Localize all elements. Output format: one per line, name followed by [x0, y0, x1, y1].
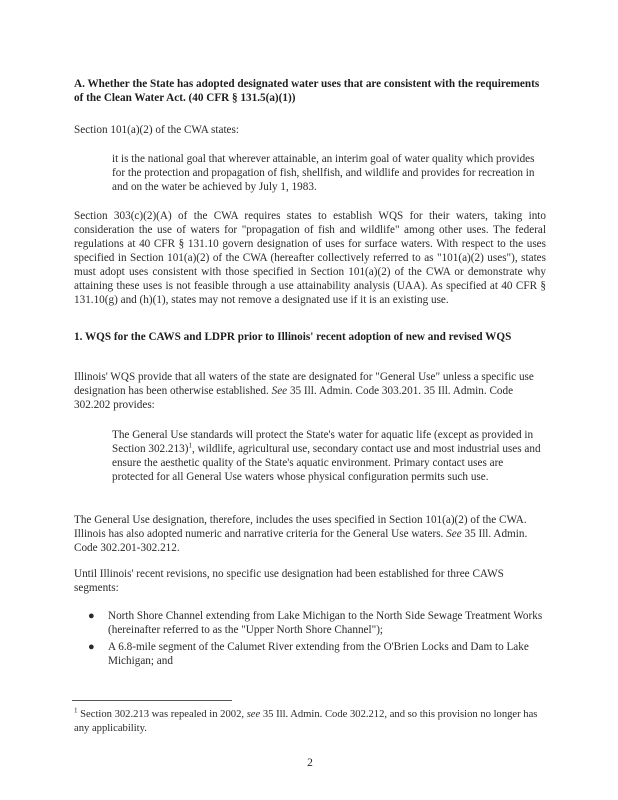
paragraph-section-303: Section 303(c)(2)(A) of the CWA requires states to establish WQS for their waters, taking into consideration the use of waters for "propagation of fish and wildlife" among other uses. The federal regulations at 40 CFR § 131.10 govern designation of uses for surface waters. With respect to the uses specified in Section 101(a)(2) of the CWA (hereafter collectively referred to as "101(a)(2) uses"), states must adopt uses consistent with those specified in Section 101(a)(2) of the CWA or demonstrate why attaining these uses is not feasible through a use attainability analysis (UAA). As specified at 40 CFR § 131.10(g) and (h)(1), states may not remove a designated use if it is an existing use.: [74, 210, 546, 306]
section-heading-a: A. Whether the State has adopted designated water uses that are consistent with the requirements of the Clean Water Act. (40 CFR § 131.5(a)(1)): [74, 78, 540, 104]
paragraph-until-revisions: Until Illinois' recent revisions, no specific use designation had been established for three CAWS segments:: [74, 568, 504, 594]
footnote-text: 35 Ill. Admin. Code 302.212, and so this provision no longer has any applicability.: [74, 709, 538, 734]
footnote-text: Section 302.213 was repealed in 2002,: [77, 709, 245, 720]
page-number: 2: [307, 757, 313, 769]
list-item-text: North Shore Channel extending from Lake Michigan to the North Side Sewage Treatment Works (hereinafter referred to as the "Upper North Shore Channel");: [108, 610, 543, 636]
see-signal: see: [246, 709, 261, 720]
see-signal: See: [271, 385, 288, 397]
footnote-reference[interactable]: 1: [188, 441, 192, 450]
block-quote-general-use: [112, 428, 546, 484]
citation: 35 Ill. Admin. Code 303.201. 35 Ill. Admin. Code 302.202 provides:: [74, 385, 514, 411]
block-quote-national-goal: it is the national goal that wherever attainable, an interim goal of water quality which provides for the protection and propagation of fish, shellfish, and wildlife and provides for recreation in and on the water be achieved by July 1, 1983.: [112, 153, 535, 193]
footnote-mark: 1: [74, 706, 78, 715]
paragraph-text: Illinois' WQS provide that all waters of the state are designated for "General Use" unless a specific use designation has been otherwise established.: [74, 371, 534, 397]
paragraph-section-101: Section 101(a)(2) of the CWA states:: [74, 124, 239, 136]
footnote-divider: [72, 700, 232, 701]
quote-text-part2: , wildlife, agricultural use, secondary contact use and most industrial uses and ensure the aesthetic quality of the State's aquatic environment. Primary contact uses are protected for all General Use waters whose physical configuration permits such use.: [112, 443, 541, 483]
list-item-text: A 6.8-mile segment of the Calumet River extending from the O'Brien Locks and Dam to Lake Michigan; and: [108, 641, 529, 667]
footnote: [74, 708, 548, 735]
see-signal: See: [446, 528, 462, 540]
paragraph-illinois-wqs: [74, 370, 546, 412]
bullet-icon: ●: [88, 610, 95, 622]
list-item: [88, 640, 548, 670]
paragraph-general-use-designation: [74, 513, 546, 555]
citation: 35 Ill. Admin. Code 302.201-302.212.: [74, 528, 528, 554]
section-heading-1: 1. WQS for the CAWS and LDPR prior to Illinois' recent adoption of new and revised WQS: [74, 331, 512, 343]
list-item: [88, 609, 548, 639]
quote-text-part1: The General Use standards will protect the State's water for aquatic life (except as provided in Section 302.213): [112, 429, 534, 455]
bullet-icon: ●: [88, 641, 95, 653]
paragraph-text: The General Use designation, therefore, includes the uses specified in Section 101(a)(2) of the CWA. Illinois has also adopted numeric and narrative criteria for the General Use waters.: [74, 514, 527, 540]
